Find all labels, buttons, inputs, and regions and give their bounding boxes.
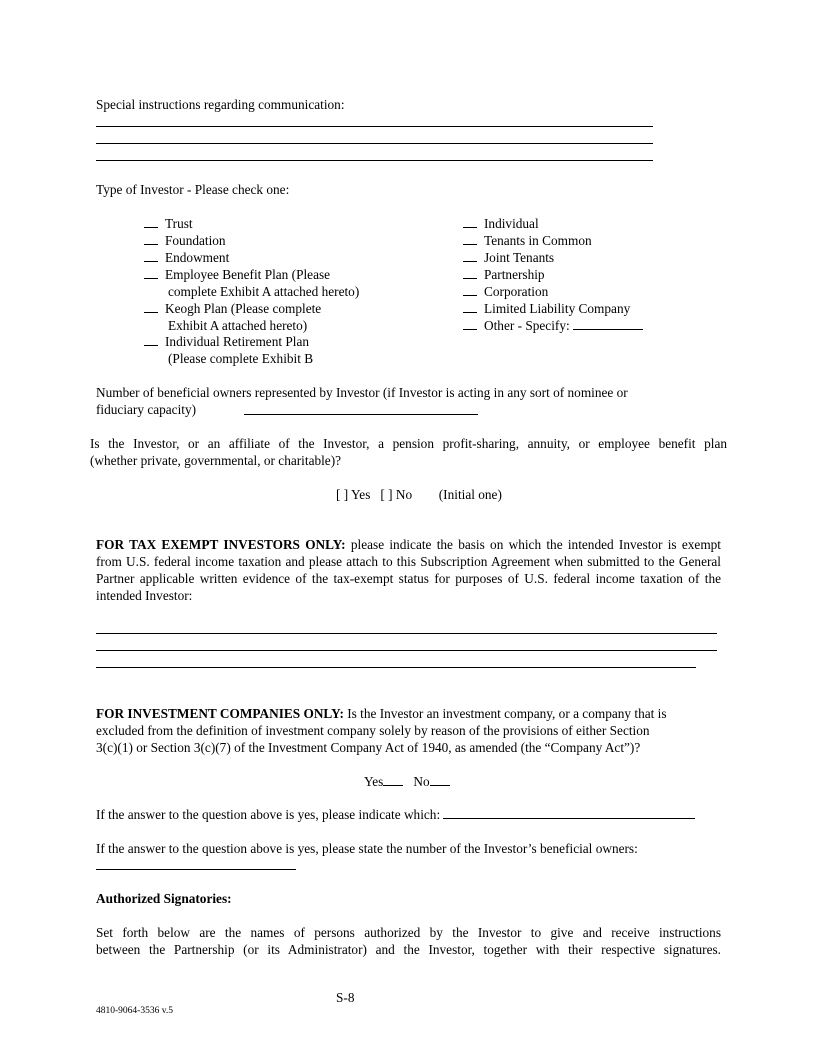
beneficial-owners-line-2: fiduciary capacity) — [96, 402, 197, 417]
indicate-which-prompt: If the answer to the question above is yes, please indicate which: — [96, 806, 695, 823]
tax-exempt-paragraph — [96, 536, 721, 604]
communication-line-2[interactable] — [96, 143, 653, 144]
tax-exempt-line-2[interactable] — [96, 650, 717, 651]
yes-field[interactable] — [383, 773, 403, 786]
indicate-which-field[interactable] — [443, 806, 695, 819]
tax-exempt-line-1[interactable] — [96, 633, 717, 634]
option-foundation[interactable]: Foundation — [144, 232, 226, 249]
communication-line-3[interactable] — [96, 160, 653, 161]
other-specify-field[interactable] — [573, 317, 643, 330]
beneficial-owners-number-field[interactable] — [96, 869, 296, 870]
checkbox-blank[interactable] — [144, 333, 158, 346]
checkbox-blank[interactable] — [463, 317, 477, 330]
checkbox-blank[interactable] — [144, 266, 158, 279]
investment-companies-line-2: excluded from the definition of investment company solely by reason of the provisions of either Section — [96, 723, 650, 738]
no-checkbox[interactable]: [ ] — [380, 487, 393, 502]
checkbox-blank[interactable] — [463, 232, 477, 245]
option-limited-liability-company[interactable]: Limited Liability Company — [463, 300, 630, 317]
tax-exempt-line-3[interactable] — [96, 667, 696, 668]
no-label: No — [395, 487, 413, 502]
investor-type-prompt: Type of Investor - Please check one: — [96, 182, 290, 197]
option-joint-tenants[interactable]: Joint Tenants — [463, 249, 554, 266]
investment-companies-line-1: FOR INVESTMENT COMPANIES ONLY: Is the Investor an investment company, or a company that is — [96, 706, 667, 721]
state-number-prompt: If the answer to the question above is yes, please state the number of the Investor’s beneficial owners: — [96, 841, 638, 856]
option-employee-benefit-plan-note: complete Exhibit A attached hereto) — [168, 284, 360, 299]
option-individual[interactable]: Individual — [463, 215, 539, 232]
option-other[interactable]: Other - Specify: — [463, 317, 643, 334]
page-number: S-8 — [336, 990, 355, 1005]
signatories-line-2: between the Partnership (or its Administrator) and the Investor, together with their respective signatures. — [96, 942, 721, 957]
signatories-heading: Authorized Signatories: — [96, 891, 232, 906]
checkbox-blank[interactable] — [463, 300, 477, 313]
yes-label: Yes — [351, 487, 371, 502]
option-employee-benefit-plan[interactable]: Employee Benefit Plan (Please — [144, 266, 330, 283]
option-endowment[interactable]: Endowment — [144, 249, 229, 266]
no-label: No — [413, 774, 430, 789]
checkbox-blank[interactable] — [463, 215, 477, 228]
option-keogh-plan[interactable]: Keogh Plan (Please complete — [144, 300, 321, 317]
checkbox-blank[interactable] — [144, 232, 158, 245]
initial-one-note: (Initial one) — [438, 487, 502, 502]
option-trust[interactable]: Trust — [144, 215, 193, 232]
option-keogh-plan-note: Exhibit A attached hereto) — [168, 318, 308, 333]
beneficial-owners-line-1: Number of beneficial owners represented by Investor (if Investor is acting in any sort of nominee or — [96, 385, 628, 400]
signatories-line-1: Set forth below are the names of persons authorized by the Investor to give and receive instructions — [96, 925, 721, 940]
no-field[interactable] — [430, 773, 450, 786]
checkbox-blank[interactable] — [144, 300, 158, 313]
yes-checkbox[interactable]: [ ] — [336, 487, 349, 502]
option-individual-retirement-plan[interactable]: Individual Retirement Plan — [144, 333, 309, 350]
checkbox-blank[interactable] — [144, 215, 158, 228]
checkbox-blank[interactable] — [144, 249, 158, 262]
document-id: 4810-9064-3536 v.5 — [96, 1006, 173, 1016]
option-partnership[interactable]: Partnership — [463, 266, 545, 283]
communication-line-1[interactable] — [96, 126, 653, 127]
pension-answer — [336, 486, 502, 503]
tax-exempt-heading: FOR TAX EXEMPT INVESTORS ONLY: — [96, 537, 346, 552]
checkbox-blank[interactable] — [463, 266, 477, 279]
option-corporation[interactable]: Corporation — [463, 283, 548, 300]
beneficial-owners-field[interactable] — [244, 414, 478, 415]
communication-label: Special instructions regarding communication: — [96, 97, 345, 112]
pension-question-line-1: Is the Investor, or an affiliate of the Investor, a pension profit-sharing, annuity, or employee benefit plan — [90, 436, 727, 451]
checkbox-blank[interactable] — [463, 249, 477, 262]
yes-label: Yes — [364, 774, 384, 789]
option-tenants-in-common[interactable]: Tenants in Common — [463, 232, 592, 249]
checkbox-blank[interactable] — [463, 283, 477, 296]
pension-question-line-2: (whether private, governmental, or charitable)? — [90, 453, 342, 468]
investment-companies-line-3: 3(c)(1) or Section 3(c)(7) of the Investment Company Act of 1940, as amended (the “Company Act”)? — [96, 740, 641, 755]
tax-exempt-body: please indicate the basis on which the intended Investor is exempt from U.S. federal income taxation and please attach to this Subscription Agreement when submitted to the General Partner applicable written evidence of the tax-exempt status for purposes of U.S. federal income taxation of the intended Investor: — [96, 537, 721, 603]
investment-companies-heading: FOR INVESTMENT COMPANIES ONLY: — [96, 706, 344, 721]
investment-companies-answer — [364, 773, 450, 790]
option-individual-retirement-plan-note: (Please complete Exhibit B — [168, 351, 314, 366]
